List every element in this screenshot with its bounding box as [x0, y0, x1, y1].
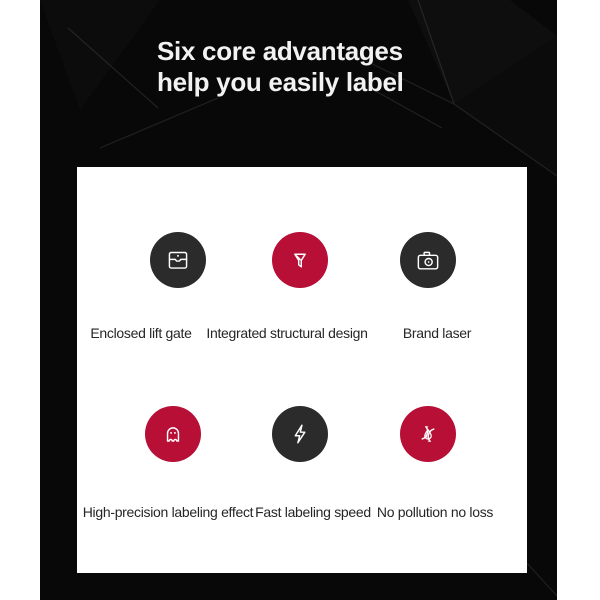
- advantage-label: Fast labeling speed: [255, 504, 371, 520]
- funnel-icon: [272, 232, 328, 288]
- advantages-card: [77, 167, 527, 573]
- photo-panel: [40, 0, 557, 600]
- advantage-label: Integrated structural design: [206, 325, 368, 341]
- page-title-line2: help you easily label: [157, 67, 404, 97]
- advantage-label: High-precision labeling effect: [82, 504, 254, 520]
- advantage-label: Brand laser: [402, 325, 472, 341]
- camera-icon: [400, 232, 456, 288]
- page-title-line1: Six core advantages: [157, 36, 403, 66]
- page-title: [157, 36, 404, 98]
- lift-gate-icon: [150, 232, 206, 288]
- lightning-icon: [272, 406, 328, 462]
- advantage-label: Enclosed lift gate: [90, 325, 192, 341]
- ghost-icon: [145, 406, 201, 462]
- advantage-label: No pollution no loss: [376, 504, 494, 520]
- recycle-drop-icon: [400, 406, 456, 462]
